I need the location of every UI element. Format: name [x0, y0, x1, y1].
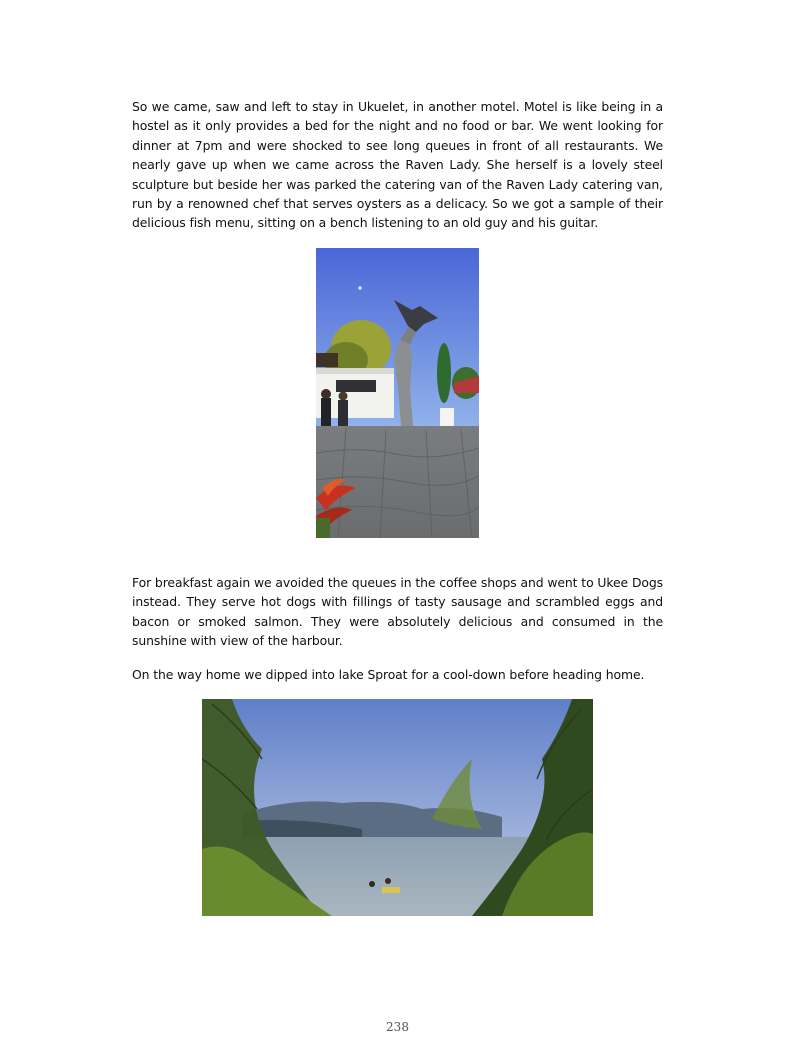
- photo-raven-lady-sculpture: [316, 248, 479, 538]
- paragraph-breakfast: For breakfast again we avoided the queues in the coffee shops and went to Ukee Dogs instead. They serve hot dogs with fillings of tasty sausage and scrambled eggs and bacon or smoked salmon. They were absolutely delicious and consumed in the sunshine with view of the harbour.: [132, 575, 663, 649]
- paragraph-lake-sproat: On the way home we dipped into lake Sproat for a cool-down before heading home.: [132, 667, 645, 682]
- page-number: 238: [386, 1020, 409, 1034]
- photo-lake-sproat: [202, 699, 593, 916]
- paragraph-raven-lady: So we came, saw and left to stay in Ukuelet, in another motel. Motel is like being in a hostel as it only provides a bed for the night and no food or bar. We went looking for dinner at 7pm and were shocked to see long queues in front of all restaurants. We nearly gave up when we came across the Raven Lady. She herself is a lovely steel sculpture but beside her was parked the catering van of the Raven Lady catering van, run by a renowned chef that serves oysters as a delicacy. So we got a sample of their delicious fish menu, sitting on a bench listening to an old guy and his guitar.: [132, 99, 663, 231]
